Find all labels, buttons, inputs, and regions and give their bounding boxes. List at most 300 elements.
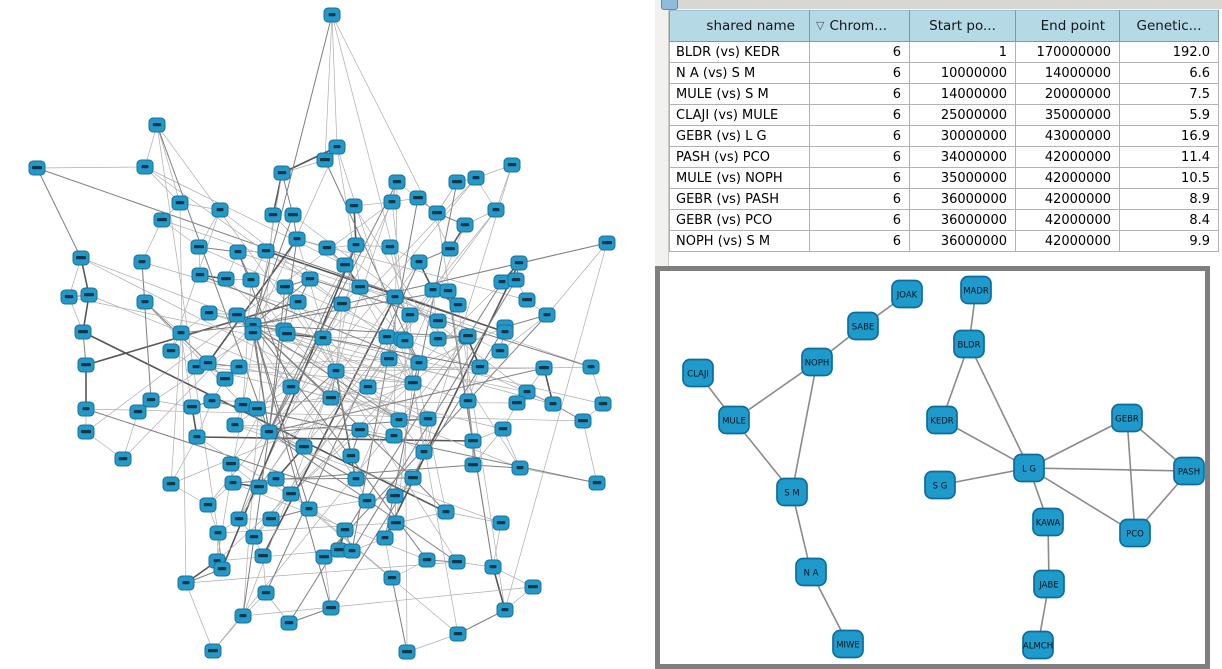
table-cell[interactable]: 6 — [810, 63, 910, 84]
graph-node[interactable] — [163, 344, 179, 358]
graph-node[interactable] — [348, 472, 364, 486]
table-cell[interactable]: 7.5 — [1120, 84, 1219, 105]
graph-node-label-smudge — [421, 450, 428, 453]
table-cell[interactable]: 8.4 — [1120, 210, 1219, 231]
table-cell[interactable]: 6 — [810, 84, 910, 105]
graph-node-label-smudge — [157, 218, 167, 221]
graph-node[interactable] — [258, 586, 274, 600]
graph-node[interactable] — [465, 458, 481, 472]
graph-node[interactable] — [192, 268, 208, 282]
graph-node[interactable] — [225, 476, 241, 490]
graph-node[interactable] — [337, 523, 353, 537]
graph-node[interactable] — [545, 397, 561, 411]
table-cell[interactable]: 42000000 — [1016, 210, 1120, 231]
graph-node[interactable] — [134, 255, 150, 269]
graph-node[interactable] — [334, 297, 350, 311]
graph-node-label-smudge — [402, 650, 412, 653]
table-cell[interactable]: 20000000 — [1016, 84, 1120, 105]
graph-node-label: NOPH — [804, 358, 830, 369]
table-row[interactable] — [670, 147, 1219, 168]
graph-node[interactable] — [324, 8, 340, 22]
table-cell[interactable]: 42000000 — [1016, 168, 1120, 189]
graph-node[interactable] — [246, 530, 262, 544]
graph-node[interactable] — [388, 516, 404, 530]
graph-node-label-smudge — [273, 477, 280, 480]
graph-node[interactable] — [149, 118, 165, 132]
graph-node-box[interactable] — [802, 349, 832, 376]
column-header-4[interactable] — [1120, 11, 1219, 42]
graph-node[interactable] — [384, 195, 400, 209]
graph-node-label-smudge — [230, 481, 237, 484]
table-cell[interactable]: 6 — [810, 42, 910, 63]
graph-node-label-smudge — [512, 401, 522, 404]
graph-node[interactable] — [379, 330, 395, 344]
graph-node[interactable] — [389, 175, 405, 189]
graph-node-box[interactable] — [1120, 520, 1150, 547]
graph-node[interactable] — [512, 461, 528, 475]
graph-node[interactable] — [172, 196, 188, 210]
graph-node[interactable] — [405, 471, 421, 485]
graph-node[interactable] — [381, 352, 397, 366]
graph-node[interactable] — [497, 603, 513, 617]
graph-node[interactable] — [115, 452, 131, 466]
table-cell[interactable]: MULE (vs) S M — [670, 84, 810, 105]
graph-node[interactable] — [78, 402, 94, 416]
graph-node[interactable] — [440, 284, 456, 298]
graph-node-box[interactable] — [777, 479, 807, 506]
graph-node[interactable] — [536, 361, 552, 375]
graph-node[interactable] — [450, 298, 466, 312]
graph-node-miwe[interactable] — [833, 631, 863, 658]
graph-node[interactable] — [245, 326, 261, 340]
graph-node[interactable] — [589, 476, 605, 490]
graph-node[interactable] — [352, 280, 368, 294]
graph-node[interactable] — [279, 327, 295, 341]
graph-node[interactable] — [460, 329, 476, 343]
table-cell[interactable]: GEBR (vs) L G — [670, 126, 810, 147]
table-row[interactable] — [670, 189, 1219, 210]
graph-node-label-smudge — [295, 300, 302, 303]
graph-node[interactable] — [511, 256, 527, 270]
table-cell[interactable]: 42000000 — [1016, 231, 1120, 252]
graph-node[interactable] — [360, 380, 376, 394]
graph-node[interactable] — [493, 516, 509, 530]
table-cell[interactable]: 42000000 — [1016, 147, 1120, 168]
table-cell[interactable]: 6.6 — [1120, 63, 1219, 84]
graph-node[interactable] — [249, 402, 265, 416]
graph-node[interactable] — [595, 397, 611, 411]
graph-node[interactable] — [302, 272, 318, 286]
graph-node[interactable] — [328, 364, 344, 378]
table-cell[interactable]: 6 — [810, 168, 910, 189]
graph-node[interactable] — [497, 325, 513, 339]
graph-node-label-smudge — [524, 390, 531, 393]
filter-sort-icon[interactable]: ▽ — [816, 19, 825, 32]
graph-node[interactable] — [508, 273, 524, 287]
graph-node-kedr[interactable] — [927, 407, 957, 434]
table-cell[interactable]: 43000000 — [1016, 126, 1120, 147]
graph-edge — [243, 587, 533, 616]
graph-node[interactable] — [323, 601, 339, 615]
graph-node-box[interactable] — [848, 313, 878, 340]
graph-node-kawa[interactable] — [1033, 509, 1063, 536]
column-header-2[interactable] — [910, 11, 1016, 42]
graph-node-box[interactable] — [1033, 509, 1063, 536]
graph-node[interactable] — [290, 295, 306, 309]
graph-node[interactable] — [277, 280, 293, 294]
table-cell[interactable]: 14000000 — [1016, 63, 1120, 84]
graph-node[interactable] — [243, 273, 259, 287]
graph-node[interactable] — [509, 396, 525, 410]
graph-node-label: SABE — [851, 322, 875, 333]
graph-node[interactable] — [137, 295, 153, 309]
graph-node[interactable] — [75, 325, 91, 339]
graph-node[interactable] — [204, 394, 220, 408]
graph-node-label: S G — [932, 481, 948, 492]
graph-node-box[interactable] — [1174, 458, 1204, 485]
graph-node[interactable] — [285, 208, 301, 222]
graph-node[interactable] — [315, 331, 331, 345]
graph-node-box[interactable] — [796, 559, 826, 586]
graph-node-label: PCO — [1126, 529, 1144, 540]
table-cell[interactable]: 30000000 — [910, 126, 1016, 147]
table-row[interactable] — [670, 210, 1219, 231]
graph-node[interactable] — [402, 308, 418, 322]
graph-node[interactable] — [319, 241, 335, 255]
graph-node[interactable] — [492, 344, 508, 358]
graph-node[interactable] — [425, 283, 441, 297]
graph-node-pash[interactable] — [1174, 458, 1204, 485]
graph-node[interactable] — [296, 440, 312, 454]
graph-node[interactable] — [231, 360, 247, 374]
graph-node[interactable] — [460, 394, 476, 408]
graph-node-s-m[interactable] — [777, 479, 807, 506]
table-cell[interactable]: CLAJI (vs) MULE — [670, 105, 810, 126]
table-cell[interactable]: 6 — [810, 126, 910, 147]
graph-node[interactable] — [387, 290, 403, 304]
table-cell[interactable]: 8.9 — [1120, 189, 1219, 210]
graph-node-label-smudge — [236, 365, 243, 368]
graph-node[interactable] — [391, 413, 407, 427]
panel-tab[interactable] — [661, 0, 678, 10]
graph-node-label-smudge — [81, 363, 91, 366]
graph-node[interactable] — [430, 332, 446, 346]
graph-node[interactable] — [387, 489, 403, 503]
graph-node-jabe[interactable] — [1034, 571, 1064, 598]
graph-node-noph[interactable] — [802, 349, 832, 376]
graph-node-box[interactable] — [683, 360, 713, 387]
graph-node-label-smudge — [240, 614, 247, 617]
graph-node[interactable] — [465, 434, 481, 448]
graph-node-label-smudge — [408, 381, 418, 384]
table-cell[interactable]: 6 — [810, 231, 910, 252]
graph-node[interactable] — [231, 512, 247, 526]
graph-node[interactable] — [420, 412, 436, 426]
table-row[interactable] — [670, 168, 1219, 189]
graph-node-box[interactable] — [1023, 632, 1053, 659]
graph-node[interactable] — [449, 175, 465, 189]
graph-node[interactable] — [411, 356, 427, 370]
graph-node-box[interactable] — [719, 407, 749, 434]
graph-node[interactable] — [301, 502, 317, 516]
graph-node-s-g[interactable] — [925, 472, 955, 499]
graph-node[interactable] — [265, 208, 281, 222]
graph-node-label-smudge — [286, 492, 296, 495]
table-cell[interactable]: 6 — [810, 147, 910, 168]
graph-node[interactable] — [230, 245, 246, 259]
graph-node-n-a[interactable] — [796, 559, 826, 586]
graph-node[interactable] — [343, 449, 359, 463]
table-row[interactable] — [670, 63, 1219, 84]
graph-node[interactable] — [235, 609, 251, 623]
graph-node[interactable] — [178, 576, 194, 590]
table-cell[interactable]: 11.4 — [1120, 147, 1219, 168]
graph-node-gebr[interactable] — [1112, 405, 1142, 432]
graph-node[interactable] — [411, 255, 427, 269]
column-header-label: Start po... — [929, 18, 996, 34]
table-cell[interactable]: 36000000 — [910, 189, 1016, 210]
graph-node-joak[interactable] — [892, 281, 922, 308]
table-cell[interactable]: 6 — [810, 210, 910, 231]
graph-node[interactable] — [268, 472, 284, 486]
graph-node-box[interactable] — [833, 631, 863, 658]
column-header-0[interactable] — [670, 11, 810, 42]
graph-node-label-smudge — [337, 302, 347, 305]
graph-node[interactable] — [251, 480, 267, 494]
graph-node-box[interactable] — [1014, 455, 1044, 482]
graph-node-label-smudge — [239, 403, 248, 406]
graph-node[interactable] — [154, 213, 170, 227]
graph-node[interactable] — [281, 616, 297, 630]
graph-node[interactable] — [255, 549, 271, 563]
graph-node[interactable] — [214, 562, 230, 576]
graph-node-almch[interactable] — [1023, 632, 1053, 659]
table-row[interactable] — [670, 105, 1219, 126]
graph-node[interactable] — [348, 238, 364, 252]
graph-node[interactable] — [384, 571, 400, 585]
table-cell[interactable]: 192.0 — [1120, 42, 1219, 63]
graph-node-label-smudge — [333, 369, 340, 372]
graph-node[interactable] — [263, 512, 279, 526]
graph-node[interactable] — [200, 498, 216, 512]
table-cell[interactable]: 25000000 — [910, 105, 1016, 126]
graph-node[interactable] — [78, 358, 94, 372]
graph-node-box[interactable] — [892, 281, 922, 308]
graph-edge — [547, 243, 607, 315]
graph-node[interactable] — [352, 423, 368, 437]
graph-node[interactable] — [329, 140, 345, 154]
table-cell[interactable]: 35000000 — [910, 168, 1016, 189]
graph-node[interactable] — [457, 218, 473, 232]
graph-node[interactable] — [399, 645, 415, 659]
graph-node-label-smudge — [183, 581, 190, 584]
graph-node-label: N A — [803, 568, 819, 579]
graph-node-sabe[interactable] — [848, 313, 878, 340]
graph-node-madr[interactable] — [961, 277, 991, 304]
graph-node[interactable] — [210, 526, 226, 540]
table-cell[interactable]: BLDR (vs) KEDR — [670, 42, 810, 63]
table-cell[interactable]: NOPH (vs) S M — [670, 231, 810, 252]
graph-node[interactable] — [323, 391, 339, 405]
graph-node-label-smudge — [454, 303, 463, 306]
graph-node-mule[interactable] — [719, 407, 749, 434]
graph-node[interactable] — [316, 550, 332, 564]
detail-network-panel — [655, 266, 1210, 669]
graph-node[interactable] — [217, 372, 233, 386]
graph-node[interactable] — [525, 580, 541, 594]
table-cell[interactable]: 35000000 — [1016, 105, 1120, 126]
graph-node[interactable] — [386, 429, 402, 443]
graph-node[interactable] — [189, 430, 205, 444]
graph-node-bldr[interactable] — [954, 331, 984, 358]
graph-node[interactable] — [227, 418, 243, 432]
graph-node-label-smudge — [391, 521, 401, 524]
table-row[interactable] — [670, 84, 1219, 105]
graph-node[interactable] — [429, 206, 445, 220]
graph-node-label-smudge — [599, 402, 608, 405]
graph-node[interactable] — [283, 487, 299, 501]
graph-node[interactable] — [382, 240, 398, 254]
graph-node[interactable] — [468, 171, 484, 185]
table-cell[interactable]: 36000000 — [910, 210, 1016, 231]
graph-node[interactable] — [137, 160, 153, 174]
graph-node-label-smudge — [461, 223, 470, 226]
graph-node[interactable] — [519, 293, 535, 307]
table-cell[interactable]: 36000000 — [910, 231, 1016, 252]
graph-node[interactable] — [416, 445, 432, 459]
graph-node[interactable] — [504, 158, 520, 172]
graph-node[interactable] — [359, 494, 375, 508]
table-cell[interactable]: 10.5 — [1120, 168, 1219, 189]
graph-node[interactable] — [191, 240, 207, 254]
graph-node[interactable] — [200, 356, 216, 370]
graph-node[interactable] — [397, 334, 413, 348]
graph-node-label-smudge — [280, 285, 290, 288]
graph-node-label-smudge — [235, 517, 244, 520]
graph-node[interactable] — [184, 400, 200, 414]
graph-node[interactable] — [283, 380, 299, 394]
table-cell[interactable]: MULE (vs) NOPH — [670, 168, 810, 189]
column-header-1[interactable] — [810, 11, 910, 42]
graph-node-label: S M — [784, 488, 800, 499]
graph-node[interactable] — [61, 290, 77, 304]
graph-node-claji[interactable] — [683, 360, 713, 387]
graph-node-box[interactable] — [1034, 571, 1064, 598]
graph-node[interactable] — [163, 477, 179, 491]
table-cell[interactable]: 34000000 — [910, 147, 1016, 168]
graph-node-label-smudge — [396, 418, 403, 421]
table-cell[interactable]: PASH (vs) PCO — [670, 147, 810, 168]
table-cell[interactable]: 9.9 — [1120, 231, 1219, 252]
detail-network-svg[interactable] — [660, 271, 1205, 664]
table-cell[interactable]: 6 — [810, 189, 910, 210]
table-row[interactable] — [670, 231, 1219, 252]
graph-node[interactable] — [472, 360, 488, 374]
graph-node-box[interactable] — [925, 472, 955, 499]
graph-node-label-smudge — [383, 335, 392, 338]
graph-node[interactable] — [539, 308, 555, 322]
graph-edge — [266, 251, 505, 332]
graph-node[interactable] — [29, 161, 45, 175]
graph-node[interactable] — [130, 405, 146, 419]
graph-node[interactable] — [575, 414, 591, 428]
graph-node[interactable] — [274, 166, 290, 180]
graph-node-label-smudge — [490, 565, 497, 568]
graph-node[interactable] — [317, 153, 333, 167]
graph-node[interactable] — [442, 242, 458, 256]
table-row[interactable] — [670, 42, 1219, 63]
graph-node-label-smudge — [353, 243, 360, 246]
graph-node[interactable] — [405, 376, 421, 390]
graph-node[interactable] — [495, 422, 511, 436]
table-cell[interactable]: 42000000 — [1016, 189, 1120, 210]
graph-node-box[interactable] — [954, 331, 984, 358]
graph-node[interactable] — [218, 272, 234, 286]
table-cell[interactable]: 5.9 — [1120, 105, 1219, 126]
graph-node-label-smudge — [539, 366, 549, 369]
graph-node[interactable] — [485, 560, 501, 574]
table-row[interactable] — [670, 126, 1219, 147]
table-cell[interactable]: 14000000 — [910, 84, 1016, 105]
graph-node[interactable] — [377, 531, 393, 545]
graph-edge — [197, 437, 473, 441]
table-cell[interactable]: 170000000 — [1016, 42, 1120, 63]
graph-node[interactable] — [205, 644, 221, 658]
graph-node[interactable] — [289, 232, 305, 246]
table-cell[interactable]: 6 — [810, 105, 910, 126]
table-cell[interactable]: GEBR (vs) PASH — [670, 189, 810, 210]
graph-node[interactable] — [488, 203, 504, 217]
graph-node[interactable] — [81, 288, 97, 302]
graph-node[interactable] — [261, 425, 277, 439]
table-cell[interactable]: 1 — [910, 42, 1016, 63]
graph-node[interactable] — [258, 244, 274, 258]
graph-node[interactable] — [346, 199, 362, 213]
graph-node-label-smudge — [430, 288, 437, 291]
graph-node[interactable] — [583, 360, 599, 374]
graph-node[interactable] — [229, 308, 245, 322]
graph-node[interactable] — [201, 306, 217, 320]
graph-node[interactable] — [143, 393, 159, 407]
graph-node-box[interactable] — [961, 277, 991, 304]
graph-node[interactable] — [73, 251, 89, 265]
graph-node[interactable] — [173, 326, 189, 340]
graph-node[interactable] — [344, 544, 360, 558]
graph-node-label-smudge — [512, 278, 521, 281]
graph-node-box[interactable] — [1112, 405, 1142, 432]
column-header-3[interactable] — [1016, 11, 1120, 42]
graph-node[interactable] — [78, 425, 94, 439]
graph-node[interactable] — [212, 203, 228, 217]
graph-node[interactable] — [599, 236, 615, 250]
table-cell[interactable]: GEBR (vs) PCO — [670, 210, 810, 231]
graph-node[interactable] — [337, 258, 353, 272]
table-cell[interactable]: N A (vs) S M — [670, 63, 810, 84]
table-cell[interactable]: 16.9 — [1120, 126, 1219, 147]
graph-node[interactable] — [410, 191, 426, 205]
graph-node-l-g[interactable] — [1014, 455, 1044, 482]
graph-node[interactable] — [223, 457, 239, 471]
graph-node[interactable] — [430, 314, 446, 328]
graph-node[interactable] — [450, 627, 466, 641]
graph-node[interactable] — [438, 505, 454, 519]
graph-node-label-smudge — [294, 237, 301, 240]
table-cell[interactable]: 10000000 — [910, 63, 1016, 84]
graph-node-pco[interactable] — [1120, 520, 1150, 547]
graph-node[interactable] — [449, 555, 465, 569]
graph-node[interactable] — [419, 553, 435, 567]
graph-node-box[interactable] — [927, 407, 957, 434]
